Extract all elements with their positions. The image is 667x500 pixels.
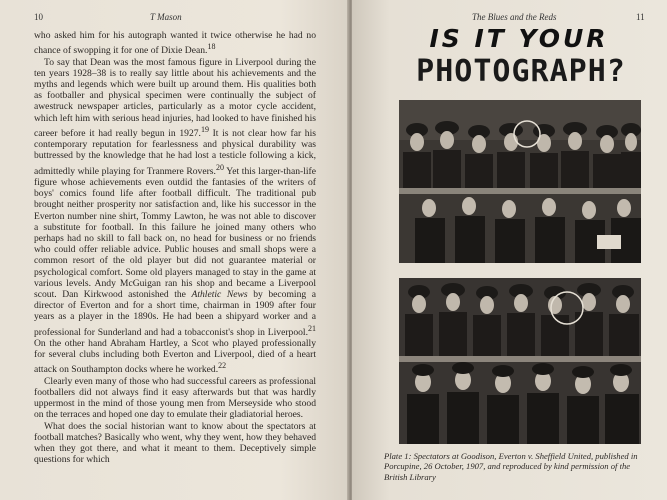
paragraph-1: who asked him for his autograph wanted it twice otherwise he had no chance of swopping it for one of Dixie Dean.$^{18}$ (34, 30, 316, 57)
right-page-number: 11 (636, 12, 645, 22)
crowd-photo-bottom-image (399, 278, 641, 444)
right-page (352, 0, 667, 500)
footnote-ref: 22 (218, 361, 227, 371)
right-running-head: The Blues and the Reds (472, 12, 557, 22)
poster-headline-2: PHOTOGRAPH? (416, 54, 626, 89)
paragraph-3: Clearly even many of those who had successful careers as professional footballers did not always find it easy afterwards but that was hardly uppermost in the mind of those young men from Merseyside who stood on the terraces and hoped one day to emulate their gladiatorial heroes. (34, 375, 316, 421)
crowd-photo-top (399, 100, 641, 263)
left-page-number: 10 (34, 12, 43, 22)
footnote-ref: 19 (200, 124, 209, 134)
plate-figure (397, 18, 645, 443)
paragraph-2: To say that Dean was the most famous figure in Liverpool during the ten years 1928–38 is to really say little about his achievements and the myths and legends which were built up around them. His qualities both as footballer and physical specimen were continually the subject of awestruck newspaper articles, particularly as a motor cycle accident, which left him with serious head injuries, had looked to have finished his career before it had really begun in 1927.19 It is not clear how far his contemporary reputation for fearlessness and physical durability was buttressed by the knowledge that he had lost a testicle following a kick, admittedly while playing for Tranmere Rovers.$^{20}$ Yet this larger-than-life figure whose achievements even outdid the fantasies of the writers of boys' comics found life after football difficult. The traditional pub brought neither prosperity nor satisfaction and, like his successor in the Everton number nine shirt, Tommy Lawton, he was not able to discover a substitute for football. In this failure he joined many others who perhaps had no skill to fall back on, no head for business or no friends who could offer reliable advice. Public houses and small shops were a common resort of the old player but did not guarantee material or psychological comfort. Some old players managed to stay in the game at various levels. Andy McGuigan ran his shop and became a Liverpool scout. Dan Kirkwood astonished the Athletic News by becoming a director of Everton and for a short time, chairman in 1909 after four years as a player in the 1890s. He had been a shipyard worker and a professional for Sunderland and had a tobacconist's shop in Liverpool.$^{21}$ On the other hand Abraham Hartley, a Scot who played professionally for several clubs including both Everton and Liverpool, died of a heart attack on Southampton docks where he worked.$^{22}$ (34, 56, 316, 376)
footnote-ref: 18 (207, 42, 216, 52)
italic-title: Athletic News (191, 289, 248, 301)
poster-headline-1: IS IT YOUR (429, 24, 609, 53)
left-running-head: T Mason (150, 12, 182, 22)
body-text (34, 30, 316, 465)
paragraph-4: What does the social historian want to know about the spectators at football matches? Basically who went, why they went, how they behaved when they got there, and what it meant to them. Deceptively simple questions for which (34, 420, 316, 466)
crowd-photo-bottom (399, 278, 641, 444)
plate-caption: Plate 1: Spectators at Goodison, Everton v. Sheffield United, published in Porcupine, 26 October, 1907, and reproduced by kind permission of the British Library (384, 451, 638, 482)
footnote-ref: 21 (308, 323, 316, 333)
crowd-photo-top-image (399, 100, 641, 263)
footnote-ref: 20 (215, 162, 224, 172)
